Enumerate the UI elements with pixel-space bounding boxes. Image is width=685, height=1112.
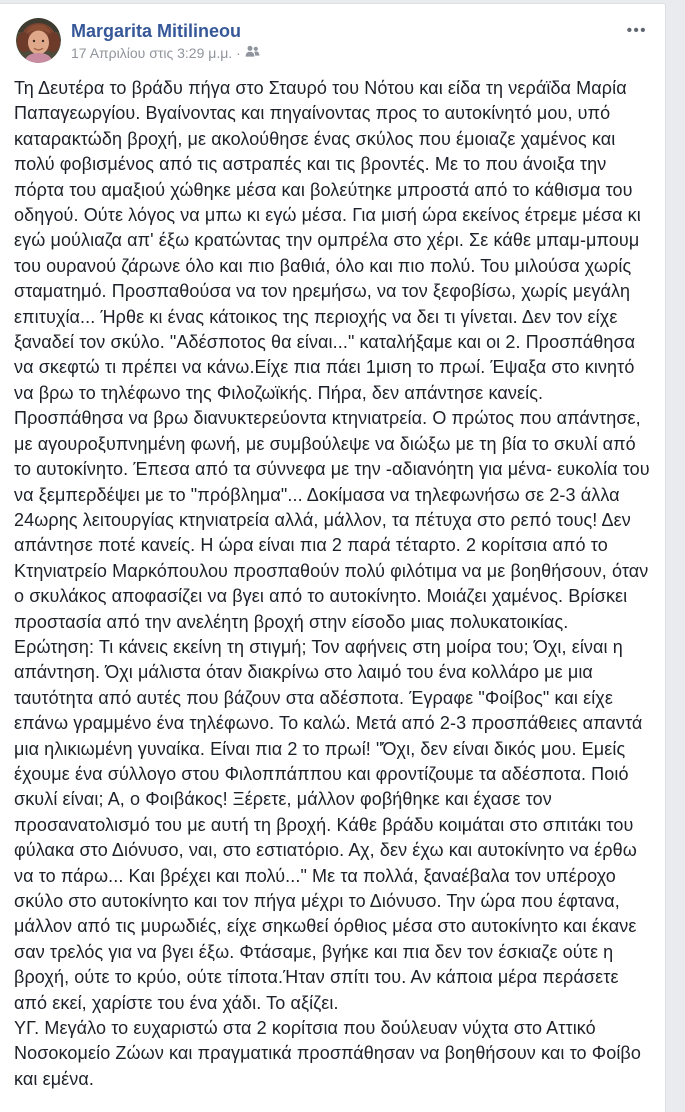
author-name-link[interactable]: Margarita Mitilineou <box>71 21 242 41</box>
post-card <box>0 3 666 1112</box>
meta-separator: · <box>236 45 241 61</box>
post-timestamp[interactable]: 17 Απριλίου στις 3:29 μ.μ. <box>71 45 233 61</box>
ellipsis-icon: ••• <box>626 22 647 39</box>
avatar-photo <box>16 18 61 63</box>
post-paragraph-postscript: ΥΓ. Μεγάλο το ευχαριστώ στα 2 κορίτσια που δούλευαν νύχτα στο Αττικό Νοσοκομείο Ζώων και πραγματικά προσπάθησαν να βοηθήσουν και το Φοίβο και εμένα. <box>14 1018 641 1089</box>
post-meta-line[interactable] <box>71 45 260 62</box>
post-paragraph-main: Τη Δευτέρα το βράδυ πήγα στο Σταυρό του Νότου και είδα τη νεράϊδα Μαρία Παπαγεωργίου. Βγαίνοντας και πηγαίνοντας προς το αυτοκίνητό μου, υπό καταρακτώδη βροχή, με ακολούθησε ένας σκύλος που έμοιαζε χαμένος και πολύ φοβισμένος από τις αστραπές και τις βροντές. Με το που άνοιξα την πόρτα του αμαξιού χώθηκε μέσα και βολεύτηκε μπροστά από το κάθισμα του οδηγού. Ούτε λόγος να μπω κι εγώ μέσα. Για μισή ώρα εκείνος έτρεμε μέσα κι εγώ μούλιαζα απ' έξω κρατώντας την ομπρέλα στο χέρι. Σε κάθε μπαμ-μπουμ του ουρανού ζάρωνε όλο και πιο βαθιά, όλο και πιο πολύ. Του μιλούσα χωρίς σταματημό. Προσπαθούσα να τον ηρεμήσω, να τον ξεφοβίσω, χωρίς μεγάλη επιτυχία... Ήρθε κι ένας κάτοικος της περιοχής να δει τι γίνεται. Δεν τον είχε ξαναδεί τον σκύλο. "Αδέσποτος θα είναι..." καταλήξαμε και οι 2. Προσπάθησα να σκεφτώ τι πρέπει να κάνω.Είχε πια πάει 1μιση το πρωί. Έψαξα στο κινητό να βρω το τηλέφωνο της Φιλοζωϊκής. Πήρα, δεν απάντησε κανείς. Προσπάθησα να βρω διανυκτερεύοντα κτηνιατρεία. Ο πρώτος που απάντησε, με αγουροξυπνημένη φωνή, με συμβούλεψε να διώξω με τη βία το σκυλί από το αυτοκίνητο. Έπεσα από τα σύννεφα με την -αδιανόητη για μένα- ευκολία του να ξεμπερδέψει με το "πρόβλημα"... Δοκίμασα να τηλεφωνήσω σε 2-3 άλλα 24ωρης λειτουργίας κτηνιατρεία αλλά, μάλλον, τα πέτυχα στο ρεπό τους! Δεν απάντησε ποτέ κανείς. Η ώρα είναι πια 2 παρά τέταρτο. 2 κορίτσια από το Κτηνιατρείο Μαρκόπουλου προσπαθούν πολύ φιλότιμα να με βοηθήσουν, όταν ο σκυλάκος αποφασίζει να βγει από το αυτοκίνητο. Μοιάζει χαμένος. Βρίσκει προστασία από την ανελέητη βροχή στην είσοδο μιας πολυκατοικίας. Ερώτηση: Τι κάνεις εκείνη τη στιγμή; Τον αφήνεις στη μοίρα του; Όχι, είναι η απάντηση. Όχι μάλιστα όταν διακρίνω στο λαιμό του ένα κολλάρο με μια ταυτότητα από αυτές που βάζουν στα αδέσποτα. Έγραφε "Φοίβος" και είχε επάνω γραμμένο ένα τηλέφωνο. Το καλώ. Μετά από 2-3 προσπάθειες απαντά μια ηλικιωμένη γυναίκα. Είναι πια 2 το πρωί! "Όχι, δεν είναι δικός μου. Εμείς έχουμε ένα σύλλογο στου Φιλοππάππου και φροντίζουμε τα αδέσποτα. Ποιό σκυλί είναι; Α, ο Φοιβάκος! Ξέρετε, μάλλον φοβήθηκε και έχασε τον προσανατολισμό του με αυτή τη βροχή. Κάθε βράδυ κοιμάται στο σπιτάκι του φύλακα στο Διόνυσο, ναι, στο εστιατόριο. Αχ, δεν έχω και αυτοκίνητο να έρθω να το πάρω... Και βρέχει και πολύ..." Με τα πολλά, ξαναέβαλα τον υπέροχο σκύλο στο αυτοκίνητο και τον πήγα μέχρι το Διόνυσο. Την ώρα που έφτανα, μάλλον από τις μυρωδιές, είχε σηκωθεί όρθιος μέσα στο αυτοκίνητο και έκανε σαν τρελός για να βγει έξω. Φτάσαμε, βγήκε και πια δεν τον έσκιαζε ούτε η βροχή, ούτε το κρύο, ούτε τίποτα.Ήταν σπίτι του. Αν κάποια μέρα περάσετε από εκεί, χαρίστε του ένα χάδι. Το αξίζει. <box>14 78 650 1013</box>
post-header <box>0 4 665 67</box>
post-header-text <box>71 18 260 62</box>
avatar[interactable] <box>16 18 61 63</box>
post-body-text <box>0 67 665 1092</box>
post-options-menu-button[interactable] <box>625 22 649 40</box>
friends-icon <box>245 45 260 62</box>
